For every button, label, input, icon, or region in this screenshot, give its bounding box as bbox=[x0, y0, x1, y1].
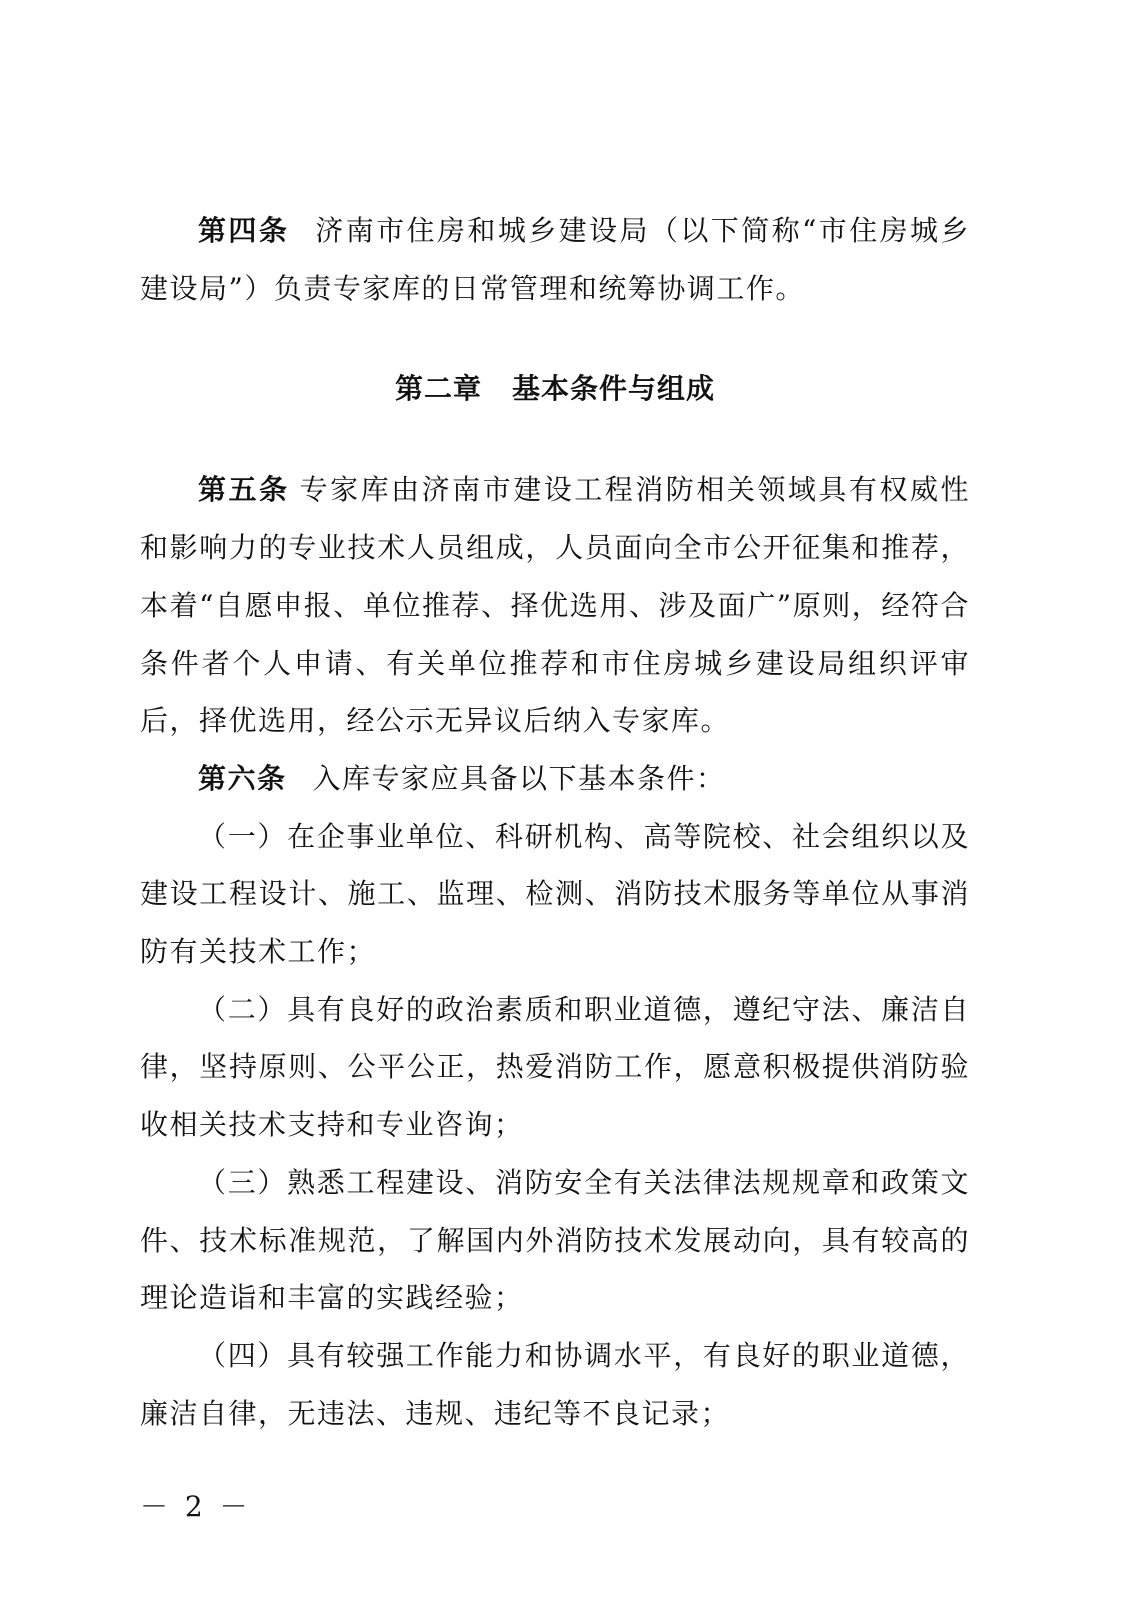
article-4 bbox=[140, 202, 970, 317]
article-4-text: 济南市住房和城乡建设局（以下简称“市住房城乡建设局”）负责专家库的日常管理和统筹协调工作。 bbox=[140, 214, 970, 305]
article-5 bbox=[140, 461, 970, 750]
article-6-item-3: （三）熟悉工程建设、消防安全有关法律法规规章和政策文件、技术标准规范，了解国内外消防技术发展动向，具有较高的理论造诣和丰富的实践经验； bbox=[140, 1165, 970, 1315]
article-6-text: 入库专家应具备以下基本条件： bbox=[312, 761, 726, 795]
article-6 bbox=[140, 750, 970, 808]
article-6-item-4: （四）具有较强工作能力和协调水平，有良好的职业道德，廉洁自律，无违法、违规、违纪等不良记录； bbox=[140, 1338, 970, 1430]
page-number: － 2 － bbox=[140, 1490, 252, 1523]
chapter-heading bbox=[140, 365, 970, 413]
article-4-label: 第四条 bbox=[198, 214, 290, 247]
chapter-title: 基本条件与组成 bbox=[512, 372, 716, 406]
chapter-number: 第二章 bbox=[394, 372, 482, 406]
article-6-item-2: （二）具有良好的政治素质和职业道德，遵纪守法、廉洁自律，坚持原则、公平公正，热爱消防工作，愿意积极提供消防验收相关技术支持和专业咨询； bbox=[140, 992, 970, 1142]
article-5-label: 第五条 bbox=[198, 473, 290, 507]
article-5-text: 专家库由济南市建设工程消防相关领域具有权威性和影响力的专业技术人员组成，人员面向全市公开征集和推荐，本着“自愿申报、单位推荐、择优选用、涉及面广”原则，经符合条件者个人申请、有关单位推荐和市住房城乡建设局组织评审后，择优选用，经公示无异议后纳入专家库。 bbox=[140, 473, 970, 738]
document-body bbox=[140, 202, 970, 1442]
article-6-item-1: （一）在企事业单位、科研机构、高等院校、社会组织以及建设工程设计、施工、监理、检测、消防技术服务等单位从事消防有关技术工作； bbox=[140, 819, 970, 969]
article-6-label: 第六条 bbox=[198, 761, 287, 795]
